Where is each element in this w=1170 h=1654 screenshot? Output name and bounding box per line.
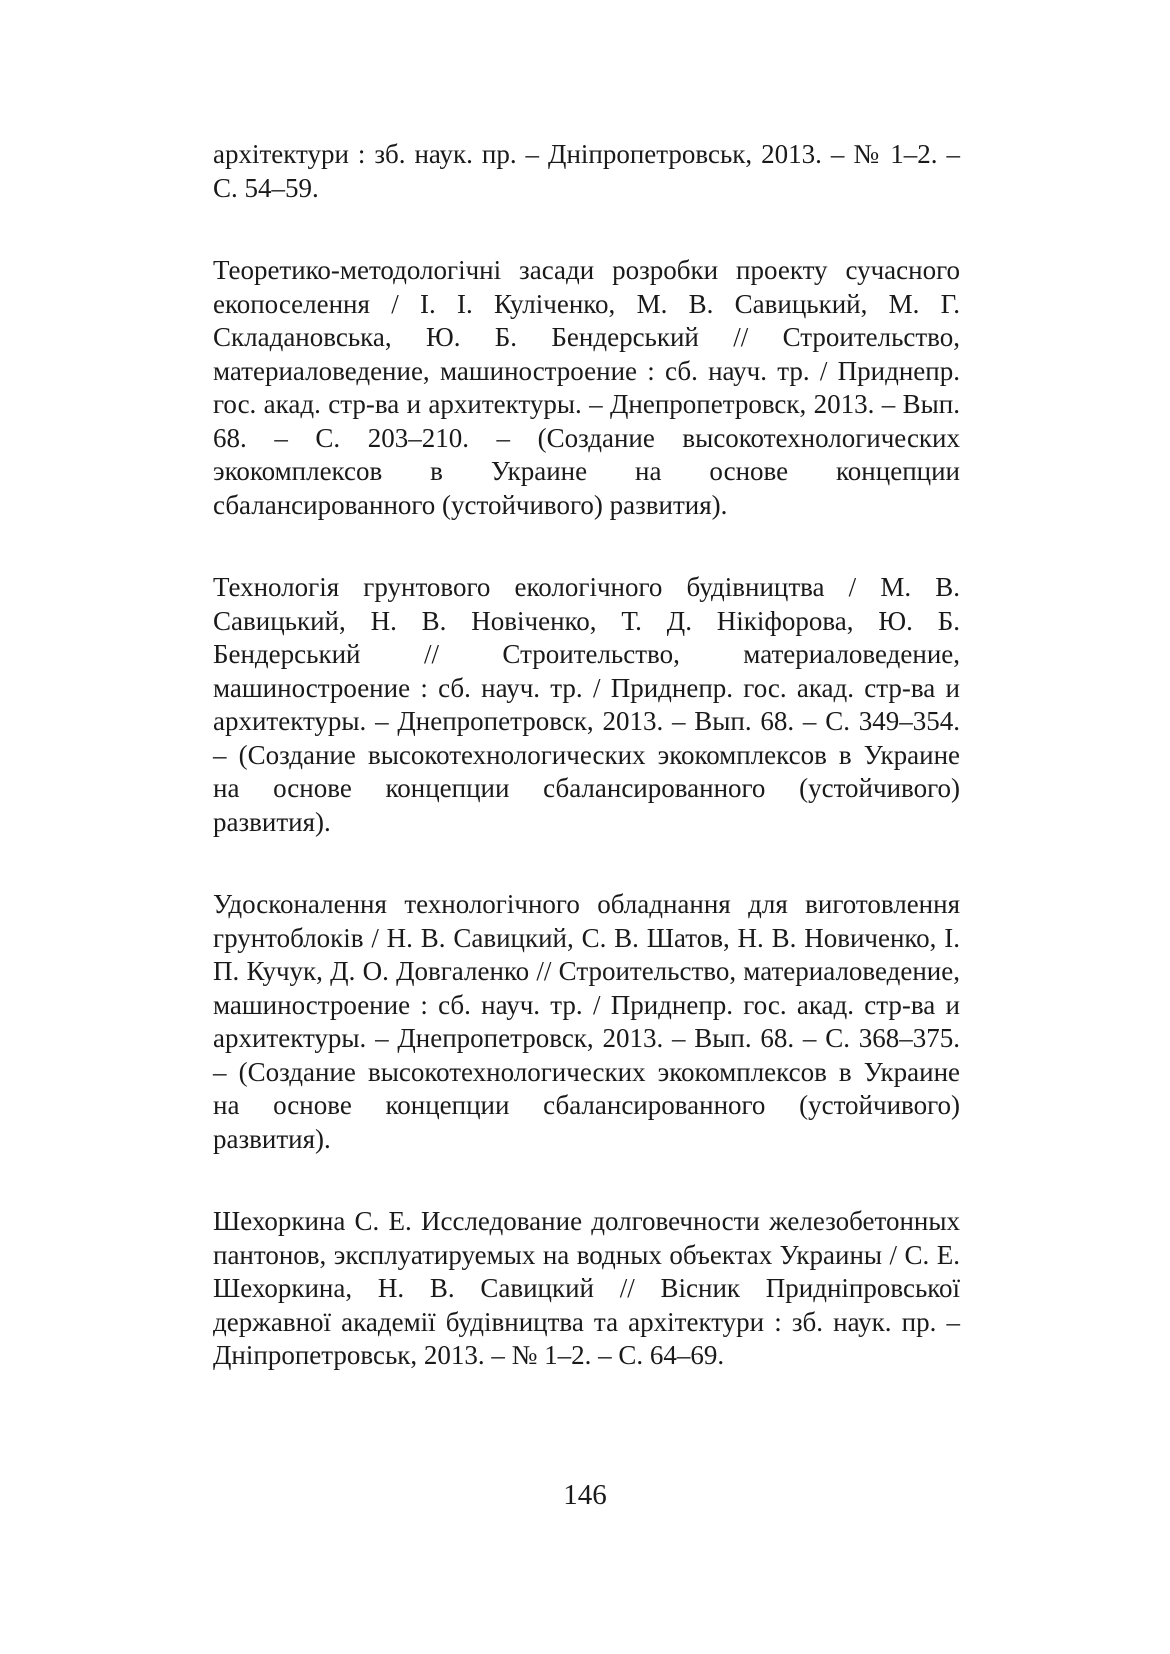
bibliography-entry: архітектури : зб. наук. пр. – Дніпропетровськ, 2013. – № 1–2. – С. 54–59. <box>213 139 960 203</box>
bibliography-entry: Шехоркина С. Е. Исследование долговечности железобетонных пантонов, эксплуатируемых на водных объектах Украины / С. Е. Шехоркина, Н. В. Савицкий // Вісник Придніпровської державної академії будівництва та архітектури : зб. наук. пр. – Дніпропетровськ, 2013. – № 1–2. – С. 64–69. <box>213 1206 960 1370</box>
bibliography-list <box>213 138 960 1373</box>
bibliography-entry: Удосконалення технологічного обладнання для виготовлення грунтоблоків / Н. В. Савицкий, С. В. Шатов, Н. В. Новиченко, І. П. Кучук, Д. О. Довгаленко // Строительство, материаловедение, машиностроение : сб. науч. тр. / Приднепр. гос. акад. стр-ва и архитектуры. – Днепропетровск, 2013. – Вып. 68. – С. 368–375. – (Создание высокотехнологических экокомплексов в Украине на основе концепции сбалансированного (устойчивого) развития). <box>213 889 960 1154</box>
page-number: 146 <box>563 1479 607 1511</box>
bibliography-entry: Теоретико-методологічні засади розробки проекту сучасного екопоселення / І. І. Куліченко, М. В. Савицький, М. Г. Складановська, Ю. Б. Бендерський // Строительство, материаловедение, машиностроение : сб. науч. тр. / Приднепр. гос. акад. стр-ва и архитектуры. – Днепропетровск, 2013. – Вып. 68. – С. 203–210. – (Создание высокотехнологических экокомплексов в Украине на основе концепции сбалансированного (устойчивого) развития). <box>213 255 960 520</box>
bibliography-entry: Технологія грунтового екологічного будівництва / М. В. Савицький, Н. В. Новіченко, Т. Д. Нікіфорова, Ю. Б. Бендерський // Строительство, материаловедение, машиностроение : сб. науч. тр. / Приднепр. гос. акад. стр-ва и архитектуры. – Днепропетровск, 2013. – Вып. 68. – С. 349–354. – (Создание высокотехнологических экокомплексов в Украине на основе концепции сбалансированного (устойчивого) развития). <box>213 572 960 837</box>
